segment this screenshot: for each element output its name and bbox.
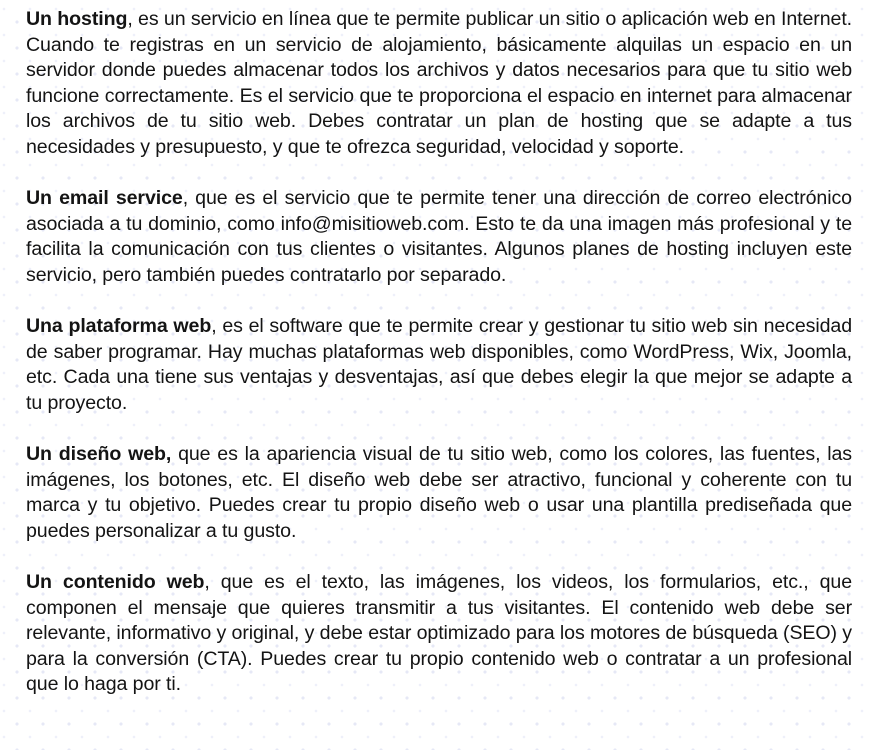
paragraph-web-content (26, 570, 852, 698)
text-web-content: , que es el texto, las imágenes, los videos, los formularios, etc., que componen el mensaje que quieres transmitir a tus visitantes. El contenido web debe ser relevante, informativo y original, y debe estar optimizado para los motores de búsqueda (SEO) y para la conversión (CTA). Puedes crear tu propio contenido web o contratar a un profesional que lo haga por ti. (26, 571, 852, 696)
term-email-service: Un email service (26, 187, 183, 210)
text-web-design: que es la apariencia visual de tu sitio web, como los colores, las fuentes, las imágenes, los botones, etc. El diseño web debe ser atractivo, funcional y coherente con tu marca y tu objetivo. Puedes crear tu propio diseño web o usar una plantilla prediseñada que puedes personalizar a tu gusto. (26, 443, 852, 542)
paragraph-email-service (26, 186, 852, 288)
term-web-design: Un diseño web, (26, 443, 172, 466)
term-web-content: Un contenido web (26, 571, 205, 594)
document-body (26, 7, 852, 724)
term-web-platform: Una plataforma web (26, 315, 212, 338)
text-web-platform: , es el software que te permite crear y gestionar tu sitio web sin necesidad de saber programar. Hay muchas plataformas web disponibles, como WordPress, Wix, Joomla, etc. Cada una tiene sus ventajas y desventajas, así que debes elegir la que mejor se adapte a tu proyecto. (26, 315, 852, 414)
paragraph-web-platform (26, 314, 852, 416)
text-hosting: , es un servicio en línea que te permite publicar un sitio o aplicación web en Internet. Cuando te registras en un servicio de alojamiento, básicamente alquilas un espacio en un servidor donde puedes almacenar todos los archivos y datos necesarios para que tu sitio web funcione correctamente. Es el servicio que te proporciona el espacio en internet para almacenar los archivos de tu sitio web. Debes contratar un plan de hosting que se adapte a tus necesidades y presupuesto, y que te ofrezca seguridad, velocidad y soporte. (26, 8, 853, 158)
paragraph-web-design (26, 442, 852, 544)
text-email-service: , que es el servicio que te permite tener una dirección de correo electrónico asociada a tu dominio, como info@misitioweb.com. Esto te da una imagen más profesional y te facilita la comunicación con tus clientes o visitantes. Algunos planes de hosting incluyen este servicio, pero también puedes contratarlo por separado. (26, 187, 852, 286)
paragraph-hosting (26, 7, 852, 161)
term-hosting: Un hosting (26, 8, 128, 30)
